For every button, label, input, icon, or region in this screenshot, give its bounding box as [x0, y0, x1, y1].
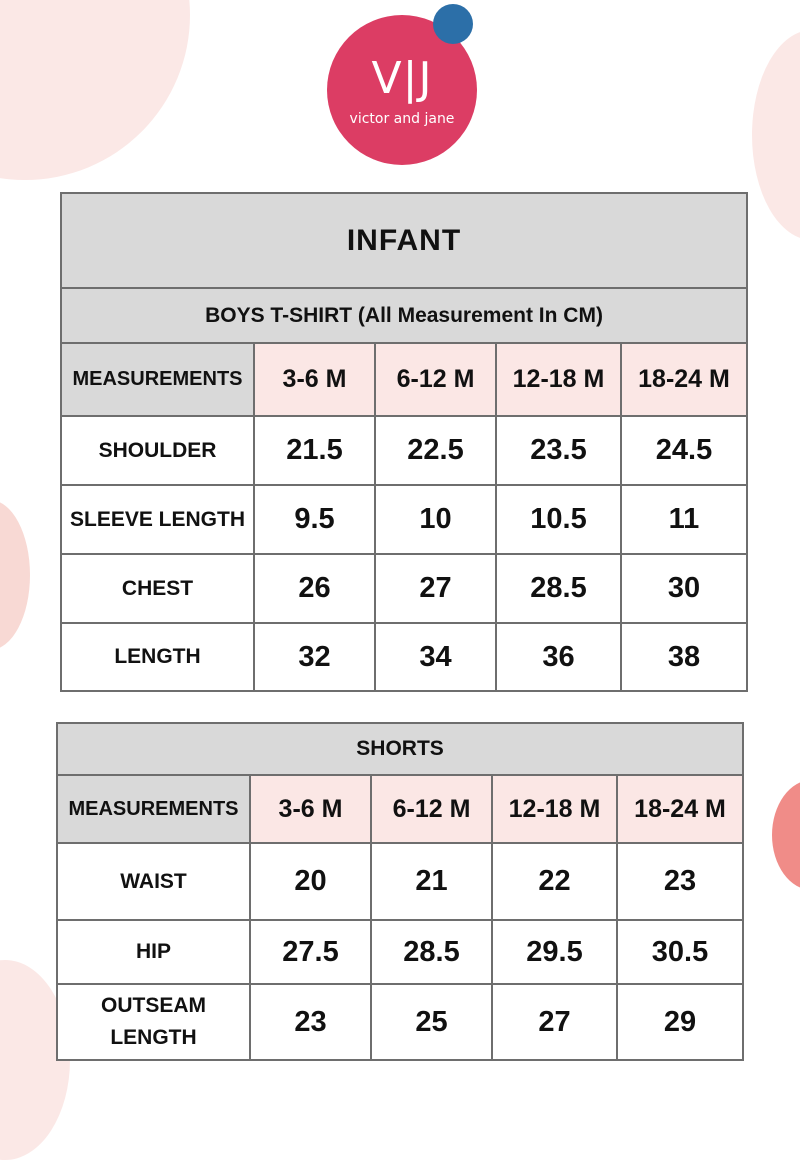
column-header-measurements: MEASUREMENTS: [57, 775, 250, 843]
measurement-value: 24.5: [621, 416, 747, 485]
brand-name: victor and jane: [349, 111, 455, 127]
measurement-value: 22.5: [375, 416, 496, 485]
table-row: [61, 623, 747, 691]
measurement-value: 27.5: [250, 920, 371, 984]
table-row: [57, 843, 743, 920]
table-row: [57, 920, 743, 984]
measurement-value: 26: [254, 554, 375, 623]
row-label: HIP: [57, 920, 250, 984]
column-header-size: 6-12 M: [371, 775, 492, 843]
measurement-value: 23: [617, 843, 743, 920]
column-header-measurements: MEASUREMENTS: [61, 343, 254, 416]
measurement-value: 28.5: [496, 554, 621, 623]
measurement-value: 27: [375, 554, 496, 623]
measurement-value: 30.5: [617, 920, 743, 984]
column-header-size: 18-24 M: [621, 343, 747, 416]
measurement-value: 29: [617, 984, 743, 1060]
measurement-value: 23.5: [496, 416, 621, 485]
measurement-value: 30: [621, 554, 747, 623]
measurement-value: 29.5: [492, 920, 617, 984]
column-header-size: 12-18 M: [492, 775, 617, 843]
table-row: [61, 554, 747, 623]
row-label: SLEEVE LENGTH: [61, 485, 254, 554]
row-label: LENGTH: [61, 623, 254, 691]
table-header-row: [61, 343, 747, 416]
table-header-row: [57, 775, 743, 843]
table-subtitle-row: [61, 288, 747, 343]
table-title: SHORTS: [57, 723, 743, 775]
table-title-row: [57, 723, 743, 775]
shorts-size-table: [56, 722, 744, 1061]
table-title: INFANT: [61, 193, 747, 288]
row-label: WAIST: [57, 843, 250, 920]
measurement-value: 36: [496, 623, 621, 691]
measurement-value: 34: [375, 623, 496, 691]
measurement-value: 28.5: [371, 920, 492, 984]
measurement-value: 32: [254, 623, 375, 691]
background-blob-right-middle: [772, 780, 800, 890]
measurement-value: 9.5: [254, 485, 375, 554]
measurement-value: 10: [375, 485, 496, 554]
measurement-value: 21.5: [254, 416, 375, 485]
column-header-size: 3-6 M: [254, 343, 375, 416]
row-label: CHEST: [61, 554, 254, 623]
column-header-size: 18-24 M: [617, 775, 743, 843]
measurement-value: 21: [371, 843, 492, 920]
brand-logo-dot: [433, 4, 473, 44]
row-label: OUTSEAM LENGTH: [57, 984, 250, 1060]
table-row: [61, 485, 747, 554]
infant-tshirt-size-table: [60, 192, 748, 692]
measurement-value: 27: [492, 984, 617, 1060]
measurement-value: 22: [492, 843, 617, 920]
measurement-value: 10.5: [496, 485, 621, 554]
table-row: [57, 984, 743, 1060]
column-header-size: 12-18 M: [496, 343, 621, 416]
table-row: [61, 416, 747, 485]
brand-logo-mark: V|J: [371, 53, 433, 104]
measurement-value: 11: [621, 485, 747, 554]
column-header-size: 3-6 M: [250, 775, 371, 843]
measurement-value: 23: [250, 984, 371, 1060]
table-subtitle: BOYS T-SHIRT (All Measurement In CM): [61, 288, 747, 343]
row-label: SHOULDER: [61, 416, 254, 485]
measurement-value: 38: [621, 623, 747, 691]
table-title-row: [61, 193, 747, 288]
background-blob-left-middle: [0, 500, 30, 650]
background-blob-top-right: [752, 30, 800, 240]
column-header-size: 6-12 M: [375, 343, 496, 416]
measurement-value: 25: [371, 984, 492, 1060]
measurement-value: 20: [250, 843, 371, 920]
background-blob-top-left: [0, 0, 190, 180]
